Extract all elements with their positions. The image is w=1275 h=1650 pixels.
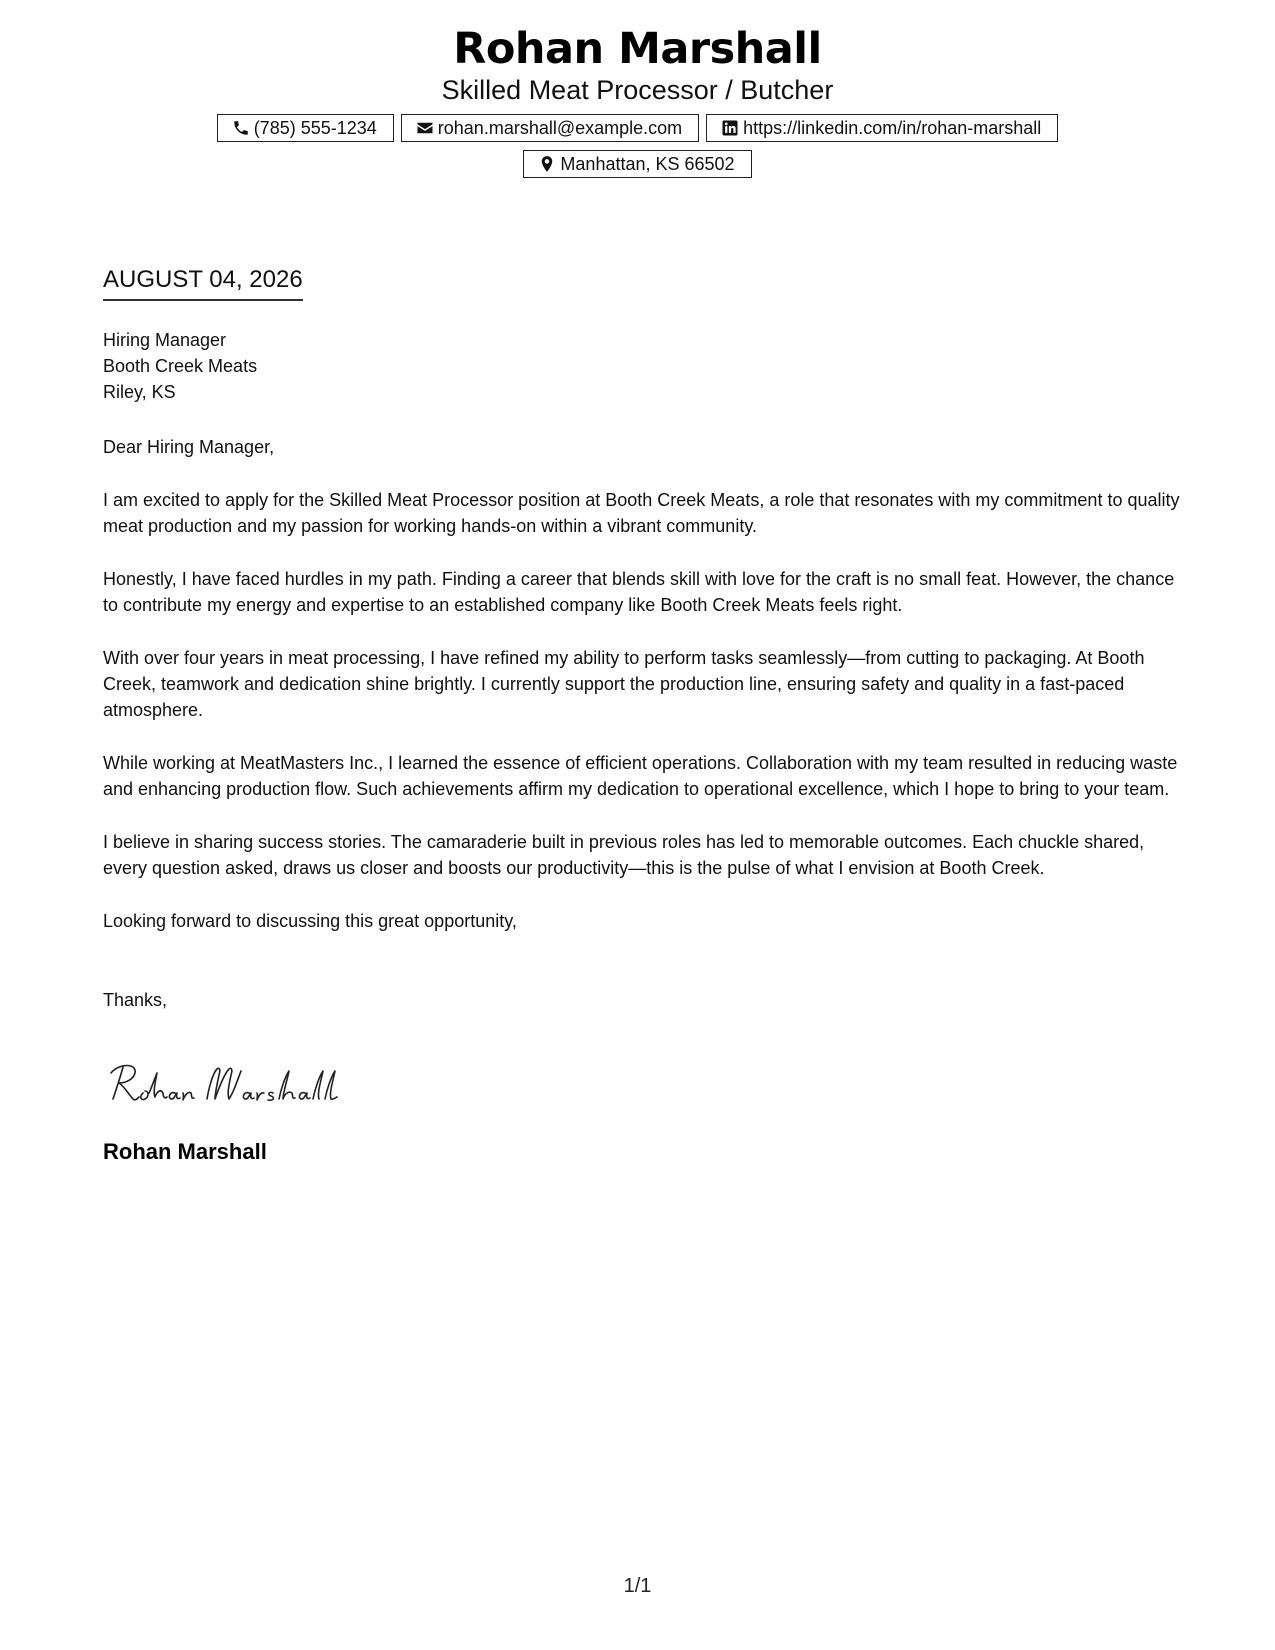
- phone-text: (785) 555-1234: [253, 118, 377, 138]
- closing-line: Looking forward to discussing this great opportunity,: [103, 911, 517, 931]
- letter-date: AUGUST 04, 2026: [103, 265, 303, 301]
- email-text: rohan.marshall@example.com: [437, 118, 683, 138]
- recipient-block: [103, 327, 1183, 405]
- applicant-title: Skilled Meat Processor / Butcher: [441, 75, 834, 105]
- recipient-line: Hiring Manager: [103, 330, 227, 350]
- contact-phone[interactable]: [217, 114, 394, 142]
- recipient-line: Riley, KS: [103, 382, 176, 402]
- recipient-line: Booth Creek Meats: [103, 356, 258, 376]
- signer-name: Rohan Marshall: [103, 1139, 267, 1164]
- location-text: Manhattan, KS 66502: [560, 154, 735, 174]
- contact-email[interactable]: [401, 114, 699, 142]
- sign-off: Thanks,: [103, 990, 168, 1010]
- contact-linkedin[interactable]: [706, 114, 1058, 142]
- page-number: 1/1: [623, 1575, 652, 1597]
- body-paragraph: Honestly, I have faced hurdles in my path. Finding a career that blends skill with love for the craft is no small feat. However, the chance to contribute my energy and expertise to an established company like Booth Creek Meats feels right.: [103, 569, 1175, 615]
- body-paragraph: I am excited to apply for the Skilled Meat Processor position at Booth Creek Meats, a role that resonates with my commitment to quality meat production and my passion for working hands-on within a vibrant community.: [103, 490, 1180, 536]
- body-paragraph: With over four years in meat processing, I have refined my ability to perform tasks seamlessly—from cutting to packaging. At Booth Creek, teamwork and dedication shine brightly. I currently support the production line, ensuring safety and quality in a fast-paced atmosphere.: [103, 648, 1145, 720]
- handwritten-signature: [103, 1053, 1183, 1113]
- letter-body: [103, 327, 1183, 1166]
- body-paragraph: While working at MeatMasters Inc., I learned the essence of efficient operations. Collaboration with my team resulted in reducing waste and enhancing production flow. Such achievements affirm my dedication to operational excellence, which I hope to bring to your team.: [103, 753, 1178, 799]
- letter-header: [0, 22, 1275, 178]
- map-pin-icon: [538, 155, 556, 173]
- contact-list: [188, 114, 1088, 178]
- linkedin-text: https://linkedin.com/in/rohan-marshall: [743, 118, 1042, 138]
- phone-icon: [232, 119, 250, 137]
- applicant-name: Rohan Marshall: [453, 24, 822, 74]
- linkedin-icon: [721, 119, 739, 137]
- contact-location[interactable]: [523, 150, 751, 178]
- salutation: Dear Hiring Manager,: [103, 437, 275, 457]
- signature-image: [103, 1053, 363, 1113]
- body-paragraph: I believe in sharing success stories. The camaraderie built in previous roles has led to memorable outcomes. Each chuckle shared, every question asked, draws us closer and boosts our productivity—this is the pulse of what I envision at Booth Creek.: [103, 832, 1145, 878]
- envelope-icon: [416, 119, 434, 137]
